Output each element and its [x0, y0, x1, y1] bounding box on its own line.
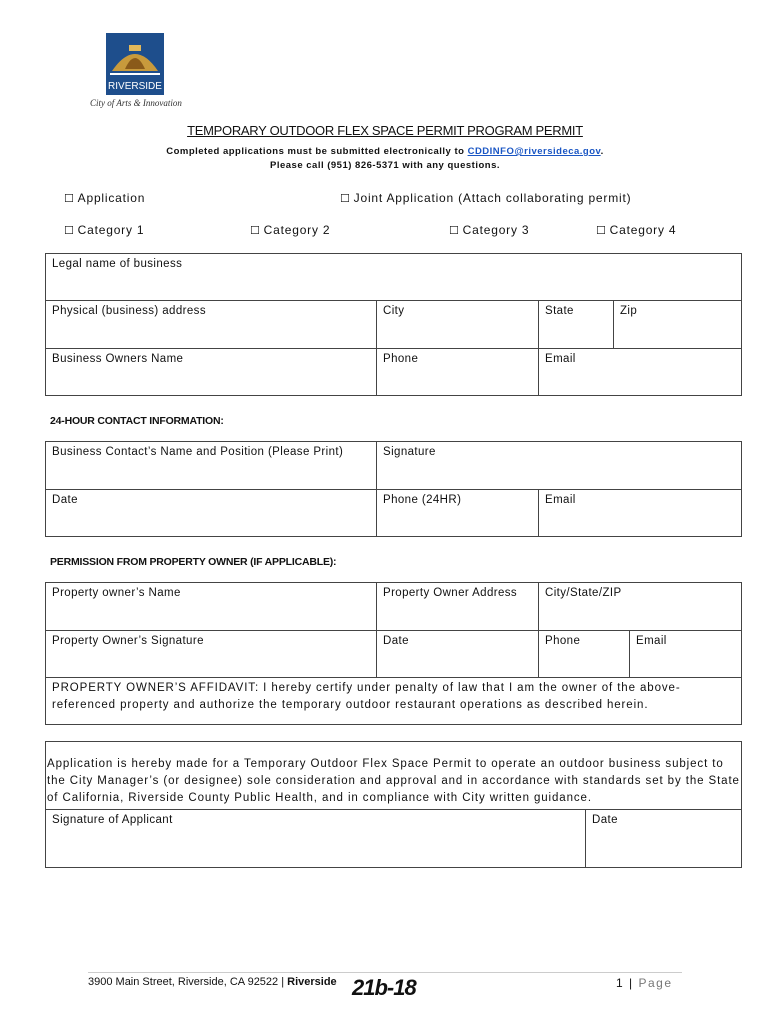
applicant-signature-label: Signature of Applicant	[52, 814, 173, 826]
contact-info-table	[45, 441, 742, 537]
physical-address-label: Physical (business) address	[52, 305, 206, 317]
property-city-state-zip-field[interactable]	[539, 583, 742, 631]
category-3-option[interactable]	[449, 223, 529, 237]
instructions-suffix: .	[600, 146, 604, 157]
property-date-label: Date	[383, 635, 409, 647]
contact-section-heading: 24-HOUR CONTACT INFORMATION:	[50, 415, 224, 427]
application-option[interactable]	[64, 191, 145, 205]
contact-email-label: Email	[545, 494, 576, 506]
contact-date-field[interactable]	[46, 490, 377, 537]
application-option-label: Application	[77, 191, 146, 205]
contact-name-position-field[interactable]	[46, 442, 377, 490]
category-4-label: Category 4	[609, 223, 677, 237]
category-3-label: Category 3	[462, 223, 530, 237]
footer-address	[88, 976, 337, 988]
business-email-field[interactable]	[539, 349, 742, 396]
business-owner-name-field[interactable]	[46, 349, 377, 396]
checkbox-icon[interactable]: ☐	[340, 192, 351, 205]
legal-name-label: Legal name of business	[52, 258, 183, 270]
city-logo	[106, 33, 164, 95]
category-2-option[interactable]	[250, 223, 330, 237]
submission-instructions	[0, 146, 770, 157]
property-owner-table	[45, 582, 742, 725]
logo-tagline: City of Arts & Innovation	[90, 98, 182, 108]
zip-field[interactable]	[614, 301, 742, 349]
property-email-label: Email	[636, 635, 667, 647]
applicant-date-field[interactable]	[586, 810, 742, 868]
contact-email-field[interactable]	[539, 490, 742, 537]
applicant-signature-field[interactable]	[46, 810, 586, 868]
page-number-value: 1 |	[616, 976, 634, 990]
contact-phone-label: Phone (24HR)	[383, 494, 462, 506]
state-field[interactable]	[539, 301, 614, 349]
property-owner-name-label: Property owner’s Name	[52, 587, 181, 599]
page-word: Page	[638, 976, 673, 990]
contact-signature-label: Signature	[383, 446, 436, 458]
property-phone-label: Phone	[545, 635, 581, 647]
checkbox-icon[interactable]: ☐	[64, 224, 75, 237]
joint-application-option[interactable]	[340, 191, 631, 205]
property-date-field[interactable]	[377, 631, 539, 678]
footer-org: Riverside	[287, 976, 337, 988]
property-email-field[interactable]	[630, 631, 742, 678]
business-email-label: Email	[545, 353, 576, 365]
business-info-table	[45, 253, 742, 396]
property-owner-signature-label: Property Owner’s Signature	[52, 635, 204, 647]
phone-instructions: Please call (951) 826-5371 with any questions.	[270, 160, 500, 171]
checkbox-icon[interactable]: ☐	[449, 224, 460, 237]
property-owner-signature-field[interactable]	[46, 631, 377, 678]
instructions-prefix: Completed applications must be submitted electronically to	[166, 146, 465, 157]
application-statement: Application is hereby made for a Temporary Outdoor Flex Space Permit to operate an outdoor business subject to the City Manager’s (or designee) sole consideration and approval and in accordance with standards set by the State of California, Riverside County Public Health, and in compliance with City written guidance.	[46, 742, 742, 810]
legal-name-field[interactable]	[46, 254, 742, 301]
footer-address-text: 3900 Main Street, Riverside, CA 92522 |	[88, 976, 285, 988]
city-field[interactable]	[377, 301, 539, 349]
state-label: State	[545, 305, 574, 317]
page-number	[616, 976, 673, 990]
category-2-label: Category 2	[263, 223, 331, 237]
logo-text: RIVERSIDE	[108, 81, 162, 92]
checkbox-icon[interactable]: ☐	[250, 224, 261, 237]
contact-name-position-label: Business Contact’s Name and Position (Please Print)	[52, 446, 344, 458]
city-label: City	[383, 305, 405, 317]
business-owner-name-label: Business Owners Name	[52, 353, 184, 365]
contact-date-label: Date	[52, 494, 78, 506]
contact-signature-field[interactable]	[377, 442, 742, 490]
property-phone-field[interactable]	[539, 631, 630, 678]
property-city-state-zip-label: City/State/ZIP	[545, 587, 622, 599]
business-phone-field[interactable]	[377, 349, 539, 396]
business-phone-label: Phone	[383, 353, 419, 365]
property-owner-address-field[interactable]	[377, 583, 539, 631]
property-owner-name-field[interactable]	[46, 583, 377, 631]
category-1-option[interactable]	[64, 223, 144, 237]
physical-address-field[interactable]	[46, 301, 377, 349]
checkbox-icon[interactable]: ☐	[64, 192, 75, 205]
applicant-date-label: Date	[592, 814, 618, 826]
property-affidavit: PROPERTY OWNER’S AFFIDAVIT: I hereby certify under penalty of law that I am the owner of the above-referenced property and authorize the temporary outdoor restaurant operations as described herein.	[46, 678, 742, 725]
application-statement-table	[45, 741, 742, 868]
contact-phone-field[interactable]	[377, 490, 539, 537]
property-section-heading: PERMISSION FROM PROPERTY OWNER (IF APPLICABLE):	[50, 556, 337, 568]
page-title: TEMPORARY OUTDOOR FLEX SPACE PERMIT PROGRAM PERMIT	[187, 123, 583, 138]
form-number-stamp: 21b-18	[352, 975, 416, 1000]
property-owner-address-label: Property Owner Address	[383, 587, 518, 599]
category-4-option[interactable]	[596, 223, 676, 237]
checkbox-icon[interactable]: ☐	[596, 224, 607, 237]
category-1-label: Category 1	[77, 223, 145, 237]
zip-label: Zip	[620, 305, 638, 317]
email-link[interactable]: CDDINFO@riversideca.gov	[467, 146, 601, 157]
footer-divider	[88, 972, 682, 973]
joint-application-option-label: Joint Application (Attach collaborating permit)	[353, 191, 632, 205]
